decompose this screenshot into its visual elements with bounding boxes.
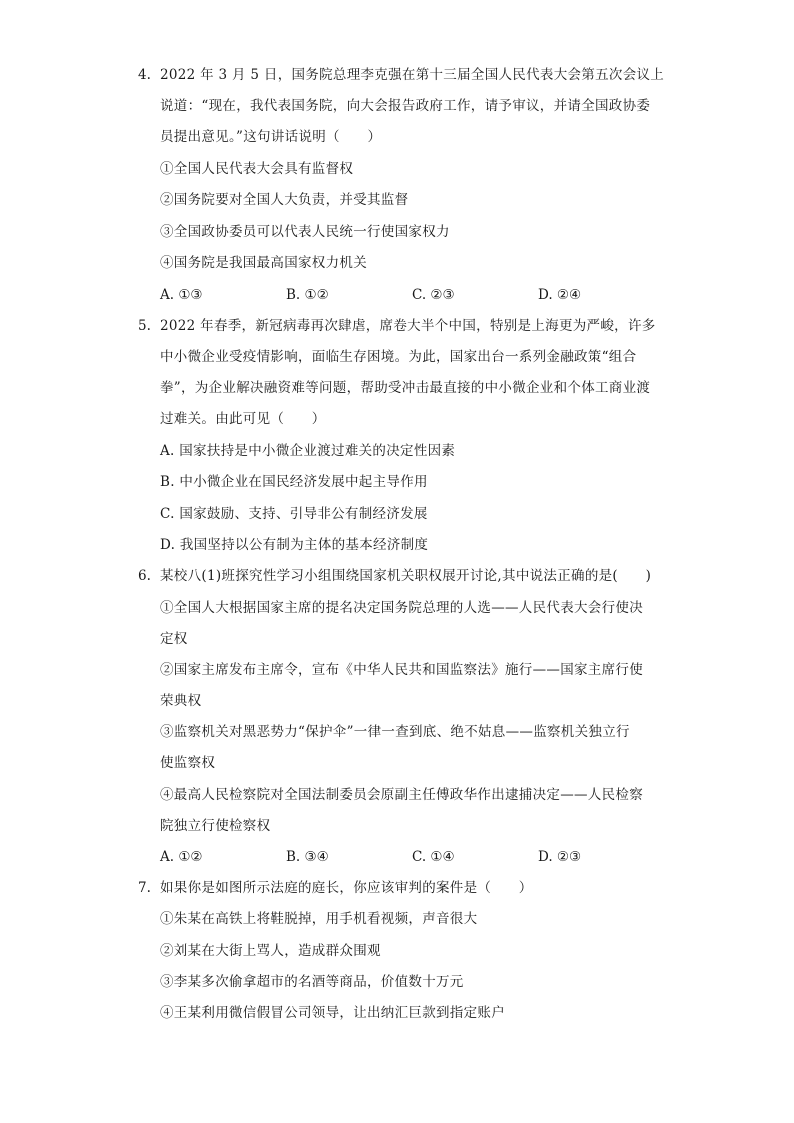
statement-item: ②国务院要对全国人大负责，并受其监督 <box>160 192 409 208</box>
choice-c[interactable]: C. ②③ <box>412 287 455 303</box>
question-stem-line: 过难关。由此可见（ ） <box>160 411 326 427</box>
question-stem-line: 说道：“现在，我代表国务院，向大会报告政府工作，请予审议，并请全国政协委 <box>160 98 651 114</box>
statement-item: ③监察机关对黑恶势力“保护伞”一律一查到底、绝不姑息——监察机关独立行 <box>160 724 630 740</box>
choice-a[interactable]: A. ①② <box>160 849 203 865</box>
question-stem-line: 员提出意见。”这句讲话说明（ ） <box>160 129 382 145</box>
question-stem-line: 拳”，为企业解决融资难等问题，帮助受冲击最直接的中小微企业和个体工商业渡 <box>160 380 651 396</box>
statement-item: ③全国政协委员可以代表人民统一行使国家权力 <box>160 224 450 240</box>
choice-b[interactable]: B. ③④ <box>286 849 329 865</box>
choice-b[interactable]: B. 中小微企业在国民经济发展中起主导作用 <box>160 474 428 490</box>
question-number: 6. <box>138 568 151 584</box>
question-stem-line: 中小微企业受疫情影响，面临生存困境。为此，国家出台一系列金融政策“组合 <box>160 349 637 365</box>
choice-a[interactable]: A. 国家扶持是中小微企业渡过难关的决定性因素 <box>160 443 456 459</box>
choice-d[interactable]: D. 我国坚持以公有制为主体的基本经济制度 <box>160 537 429 553</box>
statement-item: 荣典权 <box>160 693 202 709</box>
choice-d[interactable]: D. ②③ <box>538 849 582 865</box>
statement-item: ④最高人民检察院对全国法制委员会原副主任傅政华作出逮捕决定——人民检察 <box>160 787 643 803</box>
statement-item: ②刘某在大街上骂人，造成群众围观 <box>160 943 381 959</box>
statement-item: ④王某利用微信假冒公司领导，让出纳汇巨款到指定账户 <box>160 1005 505 1021</box>
statement-item: ①朱某在高铁上将鞋脱掉，用手机看视频，声音很大 <box>160 911 478 927</box>
statement-item: 使监察权 <box>160 755 216 771</box>
statement-item: ①全国人民代表大会具有监督权 <box>160 161 354 177</box>
choice-d[interactable]: D. ②④ <box>538 287 582 303</box>
question-number: 5. <box>138 318 151 334</box>
choice-c[interactable]: C. 国家鼓励、支持、引导非公有制经济发展 <box>160 506 428 522</box>
statement-item: ①全国人大根据国家主席的提名决定国务院总理的人选——人民代表大会行使决 <box>160 600 643 616</box>
question-stem-line: 2022 年 3 月 5 日，国务院总理李克强在第十三届全国人民代表大会第五次会议上 <box>160 67 665 83</box>
question-stem-line: 2022 年春季，新冠病毒再次肆虐，席卷大半个中国，特别是上海更为严峻，许多 <box>160 318 656 334</box>
statement-item: ②国家主席发布主席令，宣布《中华人民共和国监察法》施行——国家主席行使 <box>160 662 643 678</box>
question-number: 7. <box>138 880 151 896</box>
choice-b[interactable]: B. ①② <box>286 287 329 303</box>
statement-item: 定权 <box>160 631 188 647</box>
statement-item: ③李某多次偷拿超市的名酒等商品，价值数十万元 <box>160 974 464 990</box>
statement-item: 院独立行使检察权 <box>160 818 271 834</box>
statement-item: ④国务院是我国最高国家权力机关 <box>160 255 367 271</box>
question-number: 4. <box>138 67 151 83</box>
choice-c[interactable]: C. ①④ <box>412 849 455 865</box>
question-stem-line: 如果你是如图所示法庭的庭长，你应该审判的案件是（ ） <box>160 880 533 896</box>
question-stem-line: 某校八(1)班探究性学习小组围绕国家机关职权展开讨论,其中说法正确的是( ) <box>160 568 652 584</box>
choice-a[interactable]: A. ①③ <box>160 287 203 303</box>
